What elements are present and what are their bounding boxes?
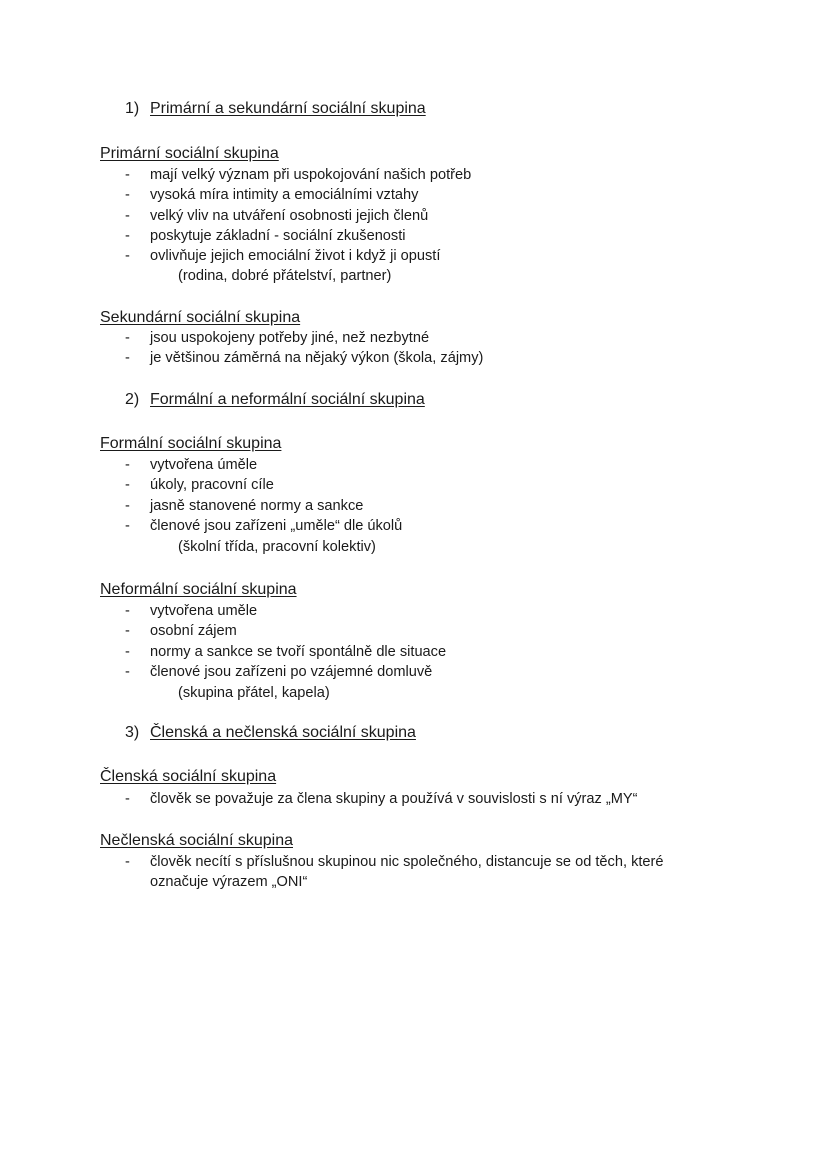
bullet-dash: - bbox=[125, 248, 130, 265]
list-item: - členové jsou zařízeni „uměle“ dle úkolů bbox=[100, 516, 402, 536]
section-number: 2) bbox=[125, 391, 140, 408]
bullet-dash: - bbox=[125, 167, 130, 183]
list-item: - členové jsou zařízeni po vzájemné domluvě bbox=[100, 662, 446, 682]
list-item: - vytvořena úměle bbox=[100, 455, 402, 475]
group-list-informal bbox=[100, 601, 446, 682]
bullet-dash: - bbox=[125, 497, 130, 514]
group-list-formal bbox=[100, 455, 402, 536]
list-item: - normy a sankce se tvoří spontálně dle situace bbox=[100, 642, 446, 662]
group-heading-member: Členská sociální skupina bbox=[100, 768, 277, 785]
section-heading-1 bbox=[125, 99, 426, 119]
bullet-dash: - bbox=[125, 643, 130, 660]
bullet-dash: - bbox=[125, 663, 130, 680]
list-item: - vysoká míra intimity a emociálními vztahy bbox=[100, 185, 471, 205]
group-heading-nonmember: Nečlenská sociální skupina bbox=[100, 832, 293, 849]
section-number: 3) bbox=[125, 724, 140, 741]
section-title: Formální a neformální sociální skupina bbox=[150, 391, 425, 408]
bullet-dash: - bbox=[125, 350, 130, 367]
group-note-informal: (skupina přátel, kapela) bbox=[178, 685, 330, 701]
list-item: - mají velký význam při uspokojování našich potřeb bbox=[100, 165, 471, 185]
group-list-member bbox=[100, 789, 637, 809]
list-item: - člověk necítí s příslušnou skupinou nic společného, distancuje se od těch, které označuje výrazem „ONI“ bbox=[125, 854, 664, 891]
bullet-dash: - bbox=[125, 207, 130, 224]
list-item: - velký vliv na utváření osobnosti jejich členů bbox=[100, 206, 471, 226]
list-item: - ovlivňuje jejich emociální život i když ji opustí bbox=[100, 246, 471, 266]
group-note-primary: (rodina, dobré přátelství, partner) bbox=[178, 268, 392, 284]
bullet-dash: - bbox=[125, 603, 130, 619]
list-item: - jasně stanovené normy a sankce bbox=[100, 496, 402, 516]
list-item: - úkoly, pracovní cíle bbox=[100, 475, 402, 495]
section-number: 1) bbox=[125, 100, 140, 117]
bullet-dash: - bbox=[125, 187, 130, 204]
bullet-dash: - bbox=[125, 477, 130, 494]
bullet-dash: - bbox=[125, 791, 130, 807]
group-note-formal: (školní třída, pracovní kolektiv) bbox=[178, 539, 376, 555]
list-item: - je většinou záměrná na nějaký výkon (škola, zájmy) bbox=[100, 348, 483, 368]
bullet-dash: - bbox=[125, 457, 130, 473]
group-list-nonmember bbox=[100, 852, 710, 893]
bullet-dash: - bbox=[125, 623, 130, 640]
bullet-dash: - bbox=[125, 517, 130, 534]
list-item: - člověk se považuje za člena skupiny a používá v souvislosti s ní výraz „MY“ bbox=[100, 789, 637, 809]
bullet-dash: - bbox=[125, 330, 130, 346]
group-heading-secondary: Sekundární sociální skupina bbox=[100, 309, 301, 326]
bullet-dash: - bbox=[125, 854, 130, 870]
group-heading-informal: Neformální sociální skupina bbox=[100, 581, 297, 598]
list-item: - jsou uspokojeny potřeby jiné, než nezbytné bbox=[100, 328, 483, 348]
list-item: - poskytuje základní - sociální zkušenosti bbox=[100, 226, 471, 246]
group-heading-formal: Formální sociální skupina bbox=[100, 435, 282, 452]
group-list-secondary bbox=[100, 328, 483, 369]
group-list-primary bbox=[100, 165, 471, 266]
section-heading-2 bbox=[125, 390, 425, 410]
section-title: Primární a sekundární sociální skupina bbox=[150, 100, 426, 117]
list-item: - vytvořena uměle bbox=[100, 601, 446, 621]
bullet-dash: - bbox=[125, 227, 130, 244]
section-title: Členská a nečlenská sociální skupina bbox=[150, 724, 416, 741]
list-item: - osobní zájem bbox=[100, 621, 446, 641]
group-heading-primary: Primární sociální skupina bbox=[100, 145, 279, 162]
section-heading-3 bbox=[125, 723, 416, 743]
